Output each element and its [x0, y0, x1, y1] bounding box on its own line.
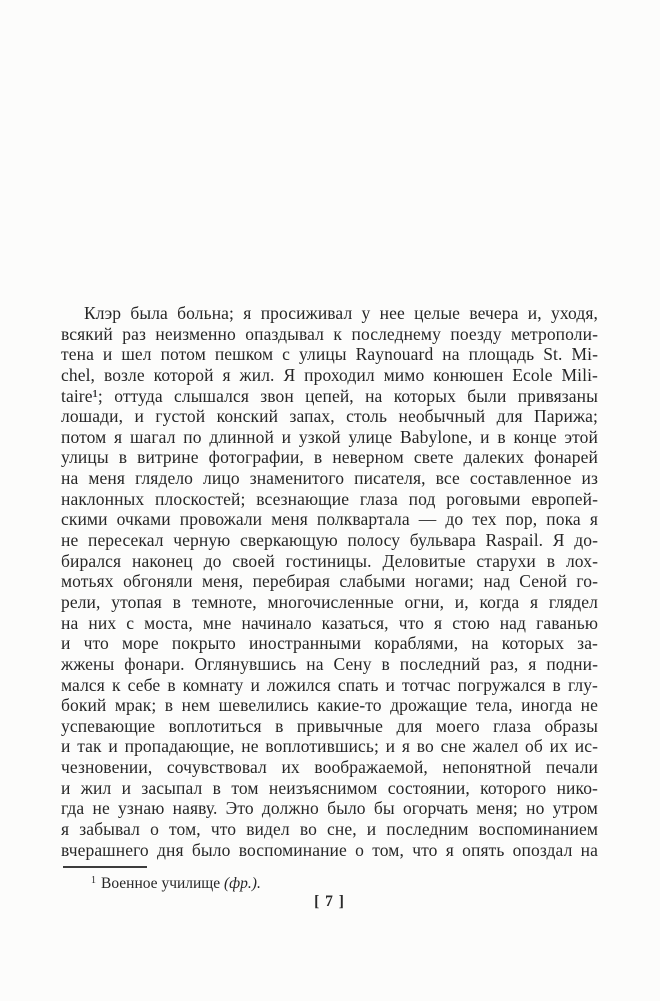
- text-line: taire¹; оттуда слышался звон цепей, на которых были привязаны: [61, 385, 598, 406]
- text-line: и жил и засыпал в том неизъяснимом состоянии, которого нико-: [61, 777, 598, 798]
- footnote-divider: [63, 866, 147, 868]
- text-line: и что море покрыто иностранными кораблями, на которых за-: [61, 633, 598, 654]
- text-line: Клэр была больна; я просиживал у нее целые вечера и, уходя,: [84, 303, 598, 323]
- text-line: chel, возле которой я жил. Я проходил мимо конюшен Ecole Mili-: [61, 364, 598, 385]
- text-line: тена и шел потом пешком с улицы Raynouard на площадь St. Mi-: [61, 344, 598, 365]
- text-line: лошади, и густой конский запах, столь необычный для Парижа;: [61, 406, 598, 427]
- text-line: гда не узнаю наяву. Это должно было бы огорчать меня; но утром: [61, 798, 598, 819]
- text-line: бирался наконец до своей гостиницы. Деловитые старухи в лох-: [61, 550, 598, 571]
- text-line: не пересекал черную сверкающую полосу бульвара Raspail. Я до-: [61, 530, 598, 551]
- footnote-text: Военное училище: [101, 875, 225, 892]
- text-line: чезновении, сочувствовал их воображаемой, непонятной печали: [61, 757, 598, 778]
- text-line: рели, утопая в темноте, многочисленные огни, и, когда я глядел: [61, 591, 598, 612]
- text-line: на меня глядело лицо знаменитого писателя, все составленное из: [61, 468, 598, 489]
- text-line: вчерашнего дня было воспоминание о том, что я опять опоздал на: [61, 839, 598, 860]
- text-line: на них с моста, мне начинало казаться, что я стою над гаванью: [61, 612, 598, 633]
- text-line: и так и пропадающие, не воплотившись; и я во сне жалел об их ис-: [61, 736, 598, 757]
- text-line: наклонных плоскостей; всезнающие глаза под роговыми европей-: [61, 488, 598, 509]
- text-line: мался к себе в комнату и ложился спать и тотчас погружался в глу-: [61, 674, 598, 695]
- text-line: мотьях обгоняли меня, перебирая слабыми ногами; над Сеной го-: [61, 571, 598, 592]
- text-line: скими очками провожали меня полквартала — до тех пор, пока я: [61, 509, 598, 530]
- footnote-marker: 1: [91, 875, 96, 886]
- text-line: успевающие воплотиться в привычные для моего глаза образы: [61, 715, 598, 736]
- footnote-language-note: (фр.).: [224, 875, 261, 892]
- page-number: [ 7 ]: [314, 893, 345, 910]
- text-line: бокий мрак; в нем шевелились какие-то дрожащие тела, иногда не: [61, 695, 598, 716]
- body-text: [61, 303, 598, 860]
- footnote: [61, 871, 598, 893]
- text-line: я забывал о том, что видел во сне, и последним воспоминанием: [61, 819, 598, 840]
- text-line: жжены фонари. Оглянувшись на Сену в последний раз, я подни-: [61, 653, 598, 674]
- text-line: потом я шагал по длинной и узкой улице Babylone, и в конце этой: [61, 426, 598, 447]
- text-line: улицы в витрине фотографии, в неверном свете далеких фонарей: [61, 447, 598, 468]
- text-line: всякий раз неизменно опаздывал к последнему поезду метрополи-: [61, 323, 598, 344]
